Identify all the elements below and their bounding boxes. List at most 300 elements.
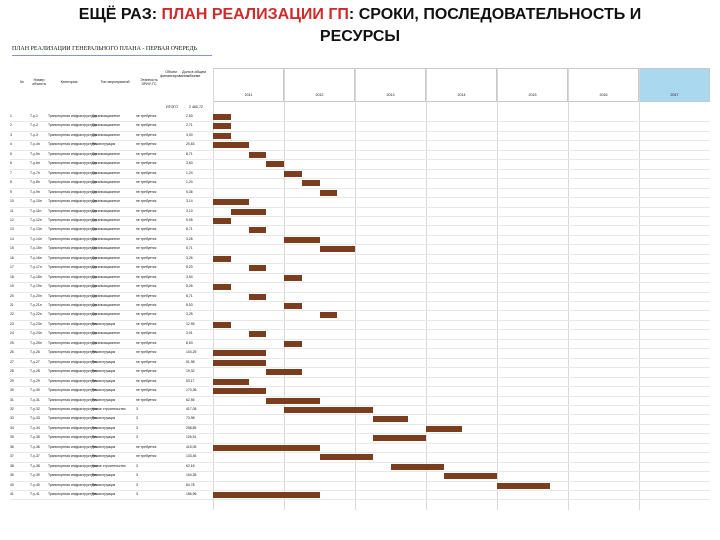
cell-n: 28: [10, 369, 14, 374]
row-divider: [10, 131, 710, 132]
header-share: Доля в общем объеме: [182, 70, 206, 78]
cell-v: 5,20: [186, 265, 193, 270]
gantt-bar: [249, 227, 267, 233]
cell-cat: Транспортная инфраструктура: [48, 454, 97, 459]
cell-obj: Т-у-14н: [30, 236, 42, 241]
cell-n: 31: [10, 397, 14, 402]
cell-cat: Транспортная инфраструктура: [48, 473, 97, 478]
gantt-bar: [320, 312, 338, 318]
gantt-bar: [213, 256, 231, 262]
cell-n: 12: [10, 217, 14, 222]
cell-n: 7: [10, 170, 12, 175]
year-label: 2012: [315, 93, 324, 97]
cell-v: 170,36: [186, 388, 197, 393]
cell-cat: Транспортная инфраструктура: [48, 482, 97, 487]
gantt-bar: [266, 161, 284, 167]
cell-type: Организационное: [92, 246, 121, 251]
cell-cat: Транспортная инфраструктура: [48, 236, 97, 241]
cell-cat: Транспортная инфраструктура: [48, 217, 97, 222]
cell-obj: Т-у-5н: [30, 151, 40, 156]
row-divider: [10, 386, 710, 387]
cell-stage: не требуется: [136, 312, 157, 317]
cell-obj: Т-у-29: [30, 378, 40, 383]
cell-cat: Транспортная инфраструктура: [48, 199, 97, 204]
cell-cat: Транспортная инфраструктура: [48, 151, 97, 156]
page-title: [0, 4, 720, 48]
year-label: 2013: [386, 93, 395, 97]
cell-cat: Транспортная инфраструктура: [48, 246, 97, 251]
cell-type: Реконструкция: [92, 425, 116, 430]
gantt-bar: [373, 435, 426, 441]
cell-type: Организационное: [92, 303, 121, 307]
cell-n: 3: [10, 132, 12, 137]
gantt-bar: [213, 360, 266, 366]
cell-type: Организационное: [92, 114, 121, 118]
cell-cat: Транспортная инфраструктура: [48, 284, 97, 289]
cell-obj: Т-у-7н: [30, 170, 40, 175]
cell-cat: Транспортная инфраструктура: [48, 492, 97, 496]
gantt-bar: [213, 445, 320, 451]
cell-n: 16: [10, 255, 14, 260]
row-divider: [10, 405, 710, 406]
cell-v: 51,98: [186, 359, 195, 364]
gantt-bar: [213, 284, 231, 290]
cell-n: 34: [10, 425, 14, 430]
row-divider: [10, 197, 710, 198]
cell-v: 8,71: [186, 227, 193, 232]
cell-type: Организационное: [92, 331, 121, 336]
cell-obj: Т-у-13н: [30, 227, 42, 232]
cell-obj: Т-у-20н: [30, 293, 42, 298]
row-divider: [10, 292, 710, 293]
cell-cat: Транспортная инфраструктура: [48, 255, 97, 260]
gantt-bar: [373, 416, 409, 422]
cell-n: 10: [10, 199, 14, 204]
cell-type: Реконструкция: [92, 473, 116, 478]
row-divider: [10, 216, 710, 217]
cell-stage: 3: [136, 416, 138, 421]
year-cell: [284, 68, 355, 102]
year-label: 2017: [670, 93, 679, 97]
cell-stage: 3: [136, 435, 138, 440]
cell-stage: не требуется: [136, 151, 157, 156]
cell-stage: 3: [136, 492, 138, 496]
cell-type: Реконструкция: [92, 454, 116, 459]
header-category: Категория: [60, 80, 78, 84]
gantt-bar: [249, 294, 267, 300]
cell-stage: не требуется: [136, 303, 157, 307]
cell-obj: Т-у-21н: [30, 303, 42, 307]
gantt-bar: [320, 190, 338, 196]
cell-type: Реконструкция: [92, 388, 116, 393]
cell-n: 4: [10, 142, 12, 147]
header-object: Номер объекта: [32, 78, 46, 86]
cell-type: Организационное: [92, 340, 121, 345]
cell-n: 33: [10, 416, 14, 421]
row-divider: [10, 140, 710, 141]
cell-cat: Транспортная инфраструктура: [48, 293, 97, 298]
cell-obj: Т-у-17н: [30, 265, 42, 270]
cell-cat: Транспортная инфраструктура: [48, 180, 97, 185]
cell-cat: Транспортная инфраструктура: [48, 435, 97, 440]
cell-type: Реконструкция: [92, 416, 116, 421]
cell-cat: Транспортная инфраструктура: [48, 340, 97, 345]
cell-stage: не требуется: [136, 350, 157, 355]
cell-type: Реконструкция: [92, 492, 116, 496]
cell-cat: Транспортная инфраструктура: [48, 161, 97, 166]
cell-obj: Т-у-39: [30, 473, 40, 478]
cell-stage: не требуется: [136, 236, 157, 241]
cell-v: 5,71: [186, 246, 193, 251]
row-divider: [10, 310, 710, 311]
cell-v: 3,26: [186, 236, 193, 241]
cell-v: 8,53: [186, 303, 193, 307]
cell-v: 3,01: [186, 331, 193, 336]
cell-cat: Транспортная инфраструктура: [48, 388, 97, 393]
cell-v: 8,71: [186, 151, 193, 156]
cell-stage: не требуется: [136, 217, 157, 222]
cell-obj: Т-у-26: [30, 350, 40, 355]
gantt-bar: [249, 152, 267, 158]
cell-type: Реконструкция: [92, 350, 116, 355]
gantt-bar: [284, 303, 302, 309]
cell-type: Реконструкция: [92, 321, 116, 326]
cell-type: Реконструкция: [92, 435, 116, 440]
gantt-bar: [249, 331, 267, 337]
row-divider: [10, 471, 710, 472]
header-cost: Объем финансирования: [160, 70, 189, 78]
cell-cat: Транспортная инфраструктура: [48, 397, 97, 402]
title-red: ПЛАН РЕАЛИЗАЦИИ ГП: [161, 6, 349, 23]
year-label: 2016: [599, 93, 608, 97]
cell-obj: Т-у-31: [30, 397, 40, 402]
cell-obj: Т-у-15н: [30, 246, 42, 251]
cell-cat: Транспортная инфраструктура: [48, 312, 97, 317]
cell-obj: Т-у-40: [30, 482, 40, 487]
cell-stage: не требуется: [136, 265, 157, 270]
cell-stage: не требуется: [136, 388, 157, 393]
gantt-bar: [266, 369, 302, 375]
cell-cat: Транспортная инфраструктура: [48, 189, 97, 194]
year-cell: [213, 68, 284, 102]
cell-type: Новое строительство: [92, 406, 126, 411]
cell-stage: не требуется: [136, 255, 157, 260]
cell-v: 53,17: [186, 378, 195, 383]
cell-cat: Транспортная инфраструктура: [48, 463, 97, 468]
cell-v: 258,89: [186, 425, 197, 430]
cell-type: Организационное: [92, 208, 121, 213]
cell-type: Организационное: [92, 255, 121, 260]
cell-obj: Т-у-38: [30, 463, 40, 468]
cell-cat: Транспортная инфраструктура: [48, 406, 97, 411]
header-type: Тип мероприятий: [100, 80, 130, 84]
cell-n: 20: [10, 293, 14, 298]
cell-cat: Транспортная инфраструктура: [48, 425, 97, 430]
cell-v: 2,53: [186, 114, 193, 118]
gantt-bar: [320, 246, 356, 252]
row-divider: [10, 121, 710, 122]
cell-cat: Транспортная инфраструктура: [48, 331, 97, 336]
cell-type: Организационное: [92, 284, 121, 289]
cell-cat: Транспортная инфраструктура: [48, 123, 97, 128]
cell-cat: Транспортная инфраструктура: [48, 114, 97, 118]
cell-v: 5,36: [186, 189, 193, 194]
cell-stage: не требуется: [136, 444, 157, 449]
row-divider: [10, 254, 710, 255]
cell-type: Реконструкция: [92, 444, 116, 449]
title-rest: : СРОКИ, ПОСЛЕДОВАТЕЛЬНОСТЬ И: [348, 6, 642, 23]
cell-n: 40: [10, 482, 14, 487]
cell-obj: Т-у-8н: [30, 180, 40, 185]
row-divider: [10, 188, 710, 189]
cell-stage: не требуется: [136, 227, 157, 232]
cell-type: Новое строительство: [92, 463, 126, 468]
cell-obj: Т-у-24н: [30, 331, 42, 336]
cell-n: 27: [10, 359, 14, 364]
title-line2: РЕСУРСЫ: [319, 28, 401, 45]
cell-obj: Т-у-32: [30, 406, 40, 411]
cell-v: 5,05: [186, 217, 193, 222]
cell-cat: Транспортная инфраструктура: [48, 359, 97, 364]
cell-cat: Транспортная инфраструктура: [48, 227, 97, 232]
cell-v: 62,16: [186, 463, 195, 468]
cell-v: 73,98: [186, 416, 195, 421]
row-divider: [10, 433, 710, 434]
cell-n: 22: [10, 312, 14, 317]
cell-type: Организационное: [92, 123, 121, 128]
cell-type: Организационное: [92, 151, 121, 156]
year-label: 2011: [244, 93, 253, 97]
row-divider: [10, 235, 710, 236]
cell-v: 3,25: [186, 312, 193, 317]
cell-n: 25: [10, 340, 14, 345]
gantt-bar: [213, 492, 320, 498]
gantt-bar: [302, 180, 320, 186]
row-divider: [10, 481, 710, 482]
cell-cat: Транспортная инфраструктура: [48, 378, 97, 383]
cell-type: Организационное: [92, 274, 121, 279]
cell-obj: Т-у-1: [30, 114, 38, 118]
cell-stage: не требуется: [136, 199, 157, 204]
cell-cat: Транспортная инфраструктура: [48, 142, 97, 147]
cell-v: 62,56: [186, 397, 195, 402]
row-divider: [10, 301, 710, 302]
gantt-bar: [497, 483, 550, 489]
gantt-bar: [249, 265, 267, 271]
cell-v: 417,08: [186, 406, 197, 411]
year-cell: [497, 68, 568, 102]
row-divider: [10, 348, 710, 349]
cell-cat: Транспортная инфраструктура: [48, 350, 97, 355]
gantt-bar: [444, 473, 497, 479]
year-cell: [355, 68, 426, 102]
gantt-bar: [213, 350, 266, 356]
cell-n: 18: [10, 274, 14, 279]
cell-obj: Т-у-22н: [30, 312, 42, 317]
cell-obj: Т-у-25н: [30, 340, 42, 345]
year-cell: [568, 68, 639, 102]
cell-obj: Т-у-9н: [30, 189, 40, 194]
cell-n: 38: [10, 463, 14, 468]
year-label: 2014: [457, 93, 466, 97]
cell-stage: 3: [136, 425, 138, 430]
header-stage: Этапность ЗРИУ-ГС: [140, 78, 158, 86]
cell-n: 2: [10, 123, 12, 128]
cell-n: 14: [10, 236, 14, 241]
cell-obj: Т-у-35: [30, 435, 40, 440]
row-divider: [10, 367, 710, 368]
cell-v: 2,71: [186, 123, 193, 128]
cell-obj: Т-у-3: [30, 132, 38, 137]
cell-stage: не требуется: [136, 359, 157, 364]
cell-v: 8,53: [186, 340, 193, 345]
cell-n: 17: [10, 265, 14, 270]
cell-stage: 3: [136, 473, 138, 478]
cell-type: Реконструкция: [92, 359, 116, 364]
cell-stage: не требуется: [136, 142, 157, 147]
cell-type: Реконструкция: [92, 369, 116, 374]
row-divider: [10, 377, 710, 378]
cell-n: 9: [10, 189, 12, 194]
cell-type: Организационное: [92, 180, 121, 185]
cell-v: 104,35: [186, 473, 197, 478]
cell-v: 8,26: [186, 284, 193, 289]
row-divider: [10, 178, 710, 179]
cell-cat: Транспортная инфраструктура: [48, 369, 97, 374]
cell-type: Организационное: [92, 293, 121, 298]
cell-cat: Транспортная инфраструктура: [48, 321, 97, 326]
cell-v: 415,05: [186, 444, 197, 449]
year-cell: [426, 68, 497, 102]
cell-type: Организационное: [92, 236, 121, 241]
cell-n: 5: [10, 151, 12, 156]
cell-cat: Транспортная инфраструктура: [48, 208, 97, 213]
gantt-bar: [320, 454, 373, 460]
total-label: ИТОГО: [166, 105, 178, 109]
cell-obj: Т-у-16н: [30, 255, 42, 260]
cell-stage: не требуется: [136, 293, 157, 298]
row-divider: [10, 358, 710, 359]
row-divider: [10, 263, 710, 264]
cell-type: Реконструкция: [92, 142, 116, 147]
row-divider: [10, 339, 710, 340]
cell-obj: Т-у-34: [30, 425, 40, 430]
cell-stage: не требуется: [136, 180, 157, 185]
cell-cat: Транспортная инфраструктура: [48, 274, 97, 279]
cell-obj: Т-у-36: [30, 444, 40, 449]
row-divider: [10, 150, 710, 151]
cell-stage: не требуется: [136, 132, 157, 137]
year-label: 2015: [528, 93, 537, 97]
cell-stage: не требуется: [136, 369, 157, 374]
cell-type: Организационное: [92, 189, 121, 194]
cell-obj: Т-у-4н: [30, 142, 40, 147]
cell-stage: не требуется: [136, 208, 157, 213]
gantt-bar: [213, 123, 231, 129]
cell-obj: Т-у-18н: [30, 274, 42, 279]
row-divider: [10, 207, 710, 208]
cell-obj: Т-у-23н: [30, 321, 42, 326]
cell-n: 6: [10, 161, 12, 166]
gantt-bar: [213, 199, 249, 205]
cell-n: 29: [10, 378, 14, 383]
row-divider: [10, 320, 710, 321]
cell-stage: не требуется: [136, 246, 157, 251]
cell-v: 19,32: [186, 369, 195, 374]
cell-n: 11: [10, 208, 14, 213]
cell-cat: Транспортная инфраструктура: [48, 170, 97, 175]
gantt-bar: [284, 341, 302, 347]
cell-stage: не требуется: [136, 397, 157, 402]
cell-type: Организационное: [92, 170, 121, 175]
cell-obj: Т-у-10н: [30, 199, 42, 204]
row-divider: [10, 452, 710, 453]
cell-stage: не требуется: [136, 123, 157, 128]
gantt-bar: [213, 142, 249, 148]
gantt-bar: [284, 171, 302, 177]
cell-n: 36: [10, 444, 14, 449]
cell-v: 1,24: [186, 180, 193, 185]
gantt-bar: [284, 407, 373, 413]
row-divider: [10, 490, 710, 491]
cell-v: 3,54: [186, 274, 193, 279]
row-divider: [10, 462, 710, 463]
cell-obj: Т-у-12н: [30, 217, 42, 222]
cell-v: 20,63: [186, 142, 195, 147]
cell-obj: Т-у-6н: [30, 161, 40, 166]
cell-obj: Т-у-28: [30, 369, 40, 374]
cell-n: 26: [10, 350, 14, 355]
cell-n: 30: [10, 388, 14, 393]
cell-n: 39: [10, 473, 14, 478]
cell-n: 15: [10, 246, 14, 251]
cell-v: 126,51: [186, 435, 197, 440]
cell-stage: не требуется: [136, 331, 157, 336]
cell-cat: Транспортная инфраструктура: [48, 132, 97, 137]
cell-stage: не требуется: [136, 161, 157, 166]
row-divider: [10, 414, 710, 415]
cell-stage: не требуется: [136, 114, 157, 118]
cell-type: Организационное: [92, 265, 121, 270]
cell-v: 3,26: [186, 255, 193, 260]
cell-stage: 3: [136, 482, 138, 487]
cell-obj: Т-у-11н: [30, 208, 42, 213]
cell-v: 1,24: [186, 170, 193, 175]
cell-n: 32: [10, 406, 14, 411]
cell-stage: 3: [136, 406, 138, 411]
cell-stage: не требуется: [136, 340, 157, 345]
cell-v: 3,63: [186, 161, 193, 166]
row-divider: [10, 396, 710, 397]
cell-type: Организационное: [92, 312, 121, 317]
cell-cat: Транспортная инфраструктура: [48, 265, 97, 270]
cell-type: Организационное: [92, 227, 121, 232]
cell-stage: не требуется: [136, 321, 157, 326]
cell-type: Реконструкция: [92, 482, 116, 487]
gantt-bar: [284, 275, 302, 281]
cell-obj: Т-у-27: [30, 359, 40, 364]
gantt-bar: [213, 388, 266, 394]
cell-stage: не требуется: [136, 454, 157, 459]
gantt-bar: [426, 426, 462, 432]
cell-v: 3,14: [186, 199, 193, 204]
row-divider: [10, 443, 710, 444]
cell-n: 24: [10, 331, 14, 336]
cell-v: 3,10: [186, 208, 193, 213]
cell-cat: Транспортная инфраструктура: [48, 416, 97, 421]
cell-stage: не требуется: [136, 284, 157, 289]
row-divider: [10, 499, 710, 500]
